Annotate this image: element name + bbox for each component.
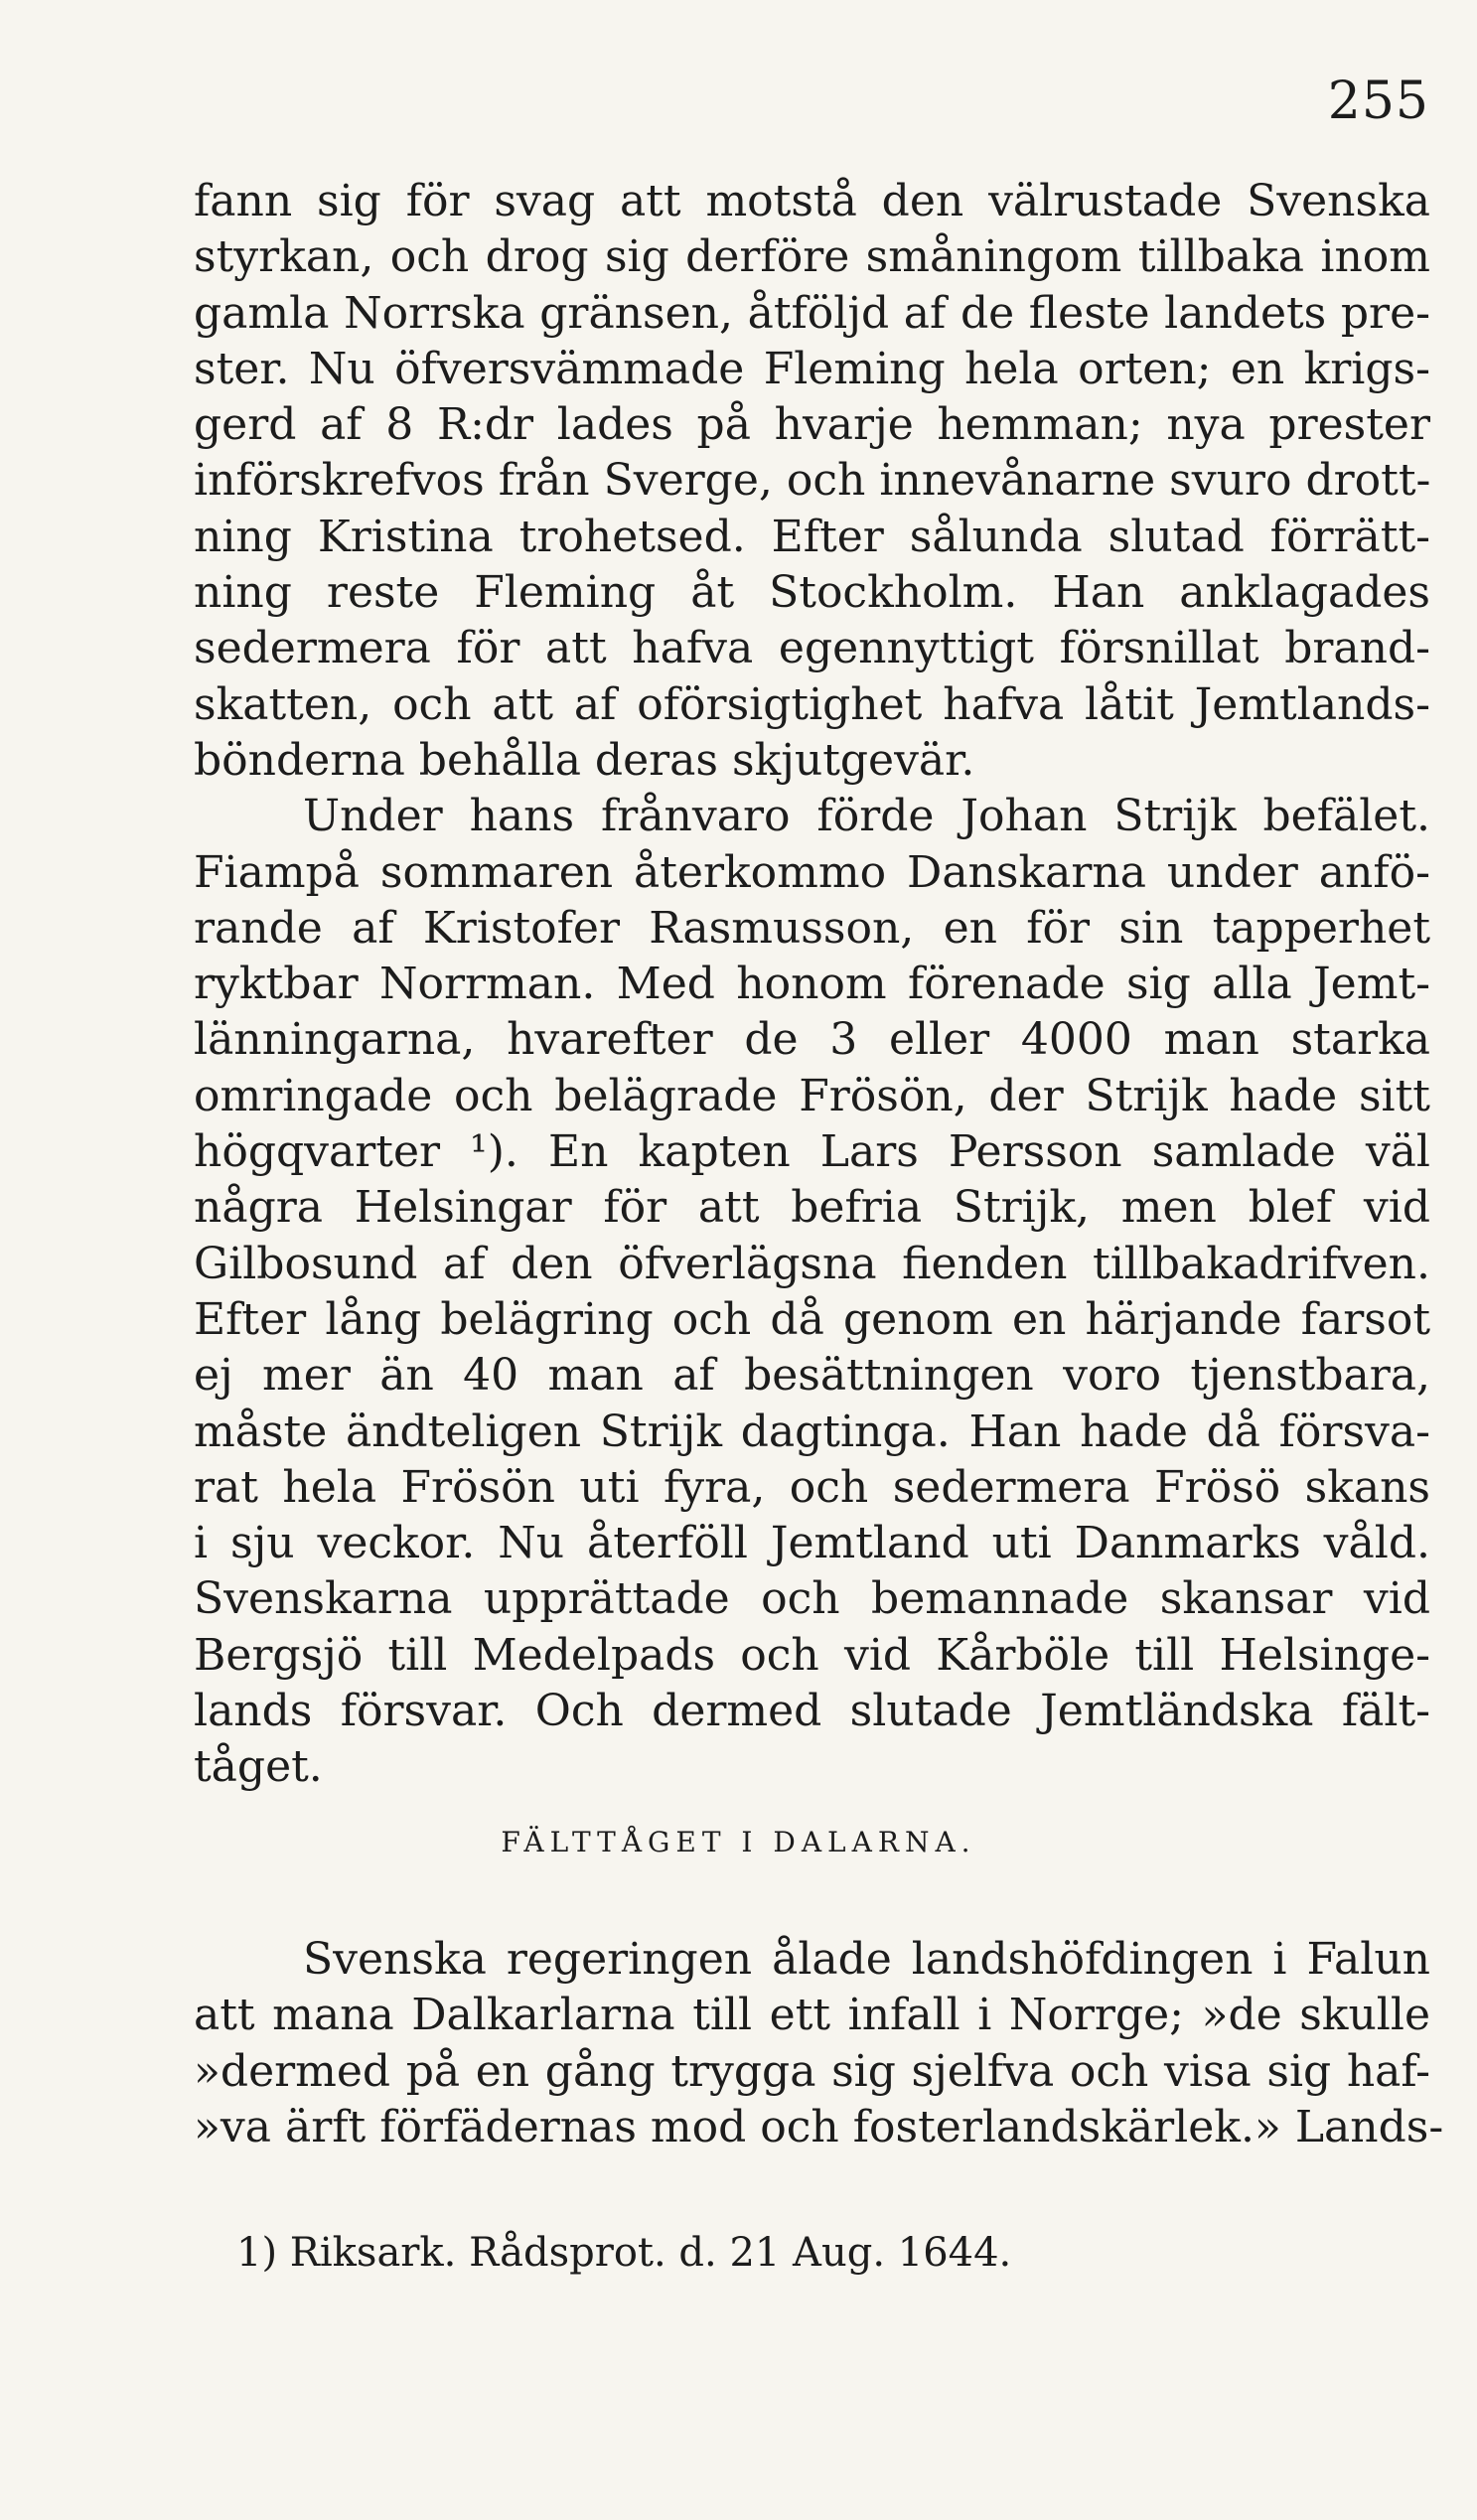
text-line: tåget. — [194, 1741, 323, 1793]
text-line: omringade och belägrade Frösön, der Strijk hade sitt — [194, 1070, 1430, 1121]
text-line: Fiampå sommaren återkommo Danskarna under anfö- — [194, 846, 1430, 898]
text-line: ning Kristina trohetsed. Efter sålunda slutad förrätt- — [194, 511, 1430, 562]
text-line: några Helsingar för att befria Strijk, men blef vid — [194, 1182, 1430, 1234]
text-line: Under hans frånvaro förde Johan Strijk befälet. — [303, 791, 1430, 842]
text-line: »va ärft förfädernas mod och fosterlandskärlek.» Lands- — [194, 2101, 1444, 2152]
text-line: högqvarter ¹). En kapten Lars Persson samlade väl — [194, 1126, 1430, 1178]
text-line: Svenskarna upprättade och bemannade skansar vid — [194, 1573, 1430, 1625]
text-line: sedermera för att hafva egennyttigt försnillat brand- — [194, 623, 1430, 674]
text-line: att mana Dalkarlarna till ett infall i Norrge; »de skulle — [194, 1990, 1430, 2041]
text-line: Bergsjö till Medelpads och vid Kårböle till Helsinge- — [194, 1629, 1430, 1681]
text-line: fann sig för svag att motstå den välrustade Svenska — [194, 176, 1430, 226]
text-line: rande af Kristofer Rasmusson, en för sin tapperhet — [194, 902, 1430, 954]
paragraph-3 — [194, 1932, 1444, 2155]
text-line: länningarna, hvarefter de 3 eller 4000 man starka — [194, 1014, 1430, 1066]
text-line: Gilbosund af den öfverlägsna fienden tillbakadrifven. — [194, 1238, 1430, 1289]
footnote: 1) Riksark. Rådsprot. d. 21 Aug. 1644. — [236, 2230, 1012, 2276]
text-line: måste ändteligen Strijk dagtinga. Han hade då försva- — [194, 1406, 1430, 1457]
text-line: ryktbar Norrman. Med honom förenade sig alla Jemt- — [194, 959, 1430, 1010]
text-line: »dermed på en gång trygga sig sjelfva och visa sig haf- — [194, 2045, 1430, 2097]
text-line: rat hela Frösön uti fyra, och sedermera Frösö skans — [194, 1461, 1430, 1513]
text-line: införskrefvos från Sverge, och innevånarne svuro drott- — [194, 455, 1431, 507]
text-line: ster. Nu öfversvämmade Fleming hela orten; en krigs- — [194, 343, 1430, 394]
text-line: skatten, och att af oförsigtighet hafva låtit Jemtlands- — [194, 678, 1430, 730]
text-line: ning reste Fleming åt Stockholm. Han anklagades — [194, 567, 1430, 619]
footnote-divider — [194, 2210, 1430, 2211]
text-line: Svenska regeringen ålade landshöfdingen i Falun — [303, 1934, 1430, 1985]
paragraph-1 — [194, 174, 1430, 789]
text-line: styrkan, och drog sig derföre småningom tillbaka inom — [194, 231, 1430, 283]
paragraph-2 — [194, 789, 1430, 1795]
text-line: lands försvar. Och dermed slutade Jemtländska fält- — [194, 1686, 1430, 1737]
text-line: ej mer än 40 man af besättningen voro tjenstbara, — [194, 1350, 1430, 1402]
page-number: 255 — [1327, 72, 1429, 131]
text-line: gerd af 8 R:dr lades på hvarje hemman; nya prester — [194, 399, 1430, 451]
text-line: Efter lång belägring och då genom en härjande farsot — [194, 1293, 1430, 1345]
text-line: gamla Norrska gränsen, åtföljd af de fleste landets pre- — [194, 287, 1430, 339]
text-line: i sju veckor. Nu återföll Jemtland uti Danmarks våld. — [194, 1518, 1430, 1569]
text-line: bönderna behålla deras skjutgevär. — [194, 734, 975, 786]
section-heading: FÄLTTÅGET I DALARNA. — [501, 1826, 976, 1858]
main-text — [194, 174, 1430, 1796]
